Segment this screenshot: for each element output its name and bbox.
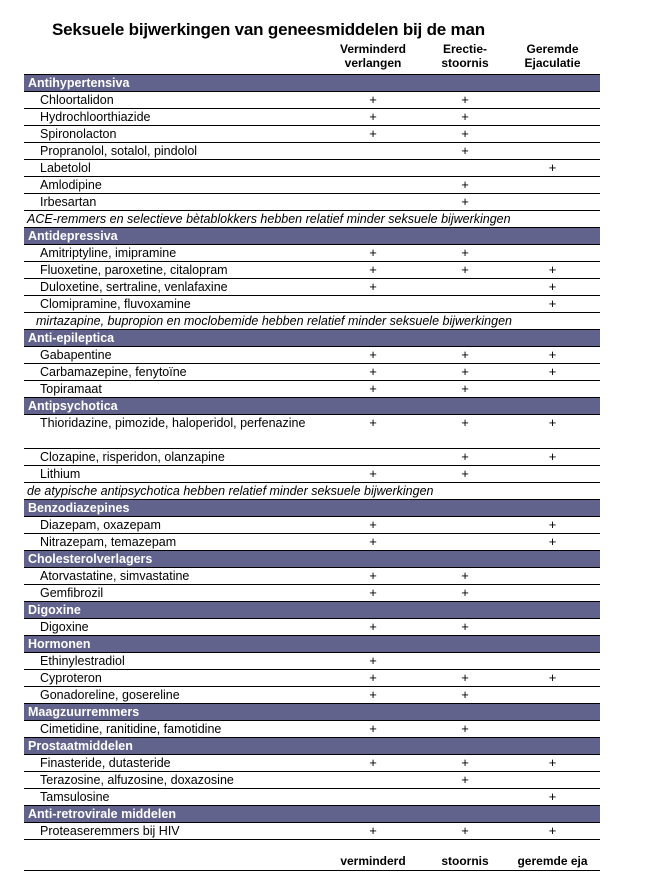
table-row bbox=[24, 245, 600, 262]
table-footer bbox=[24, 852, 600, 871]
section-header bbox=[24, 330, 600, 347]
effect-mark: + bbox=[548, 347, 557, 362]
table-row bbox=[24, 517, 600, 534]
drug-name: Hydrochloorthiazide bbox=[40, 110, 151, 124]
table-row bbox=[24, 687, 600, 704]
footer-label: verminderd bbox=[340, 854, 406, 868]
table-row bbox=[24, 755, 600, 772]
effect-mark: + bbox=[548, 670, 557, 685]
effect-mark: + bbox=[461, 619, 469, 634]
table-row bbox=[24, 347, 600, 364]
effect-mark: + bbox=[369, 364, 377, 379]
effect-mark: + bbox=[461, 194, 469, 209]
drug-name: Nitrazepam, temazepam bbox=[40, 535, 177, 549]
table-row bbox=[24, 194, 600, 211]
table-row bbox=[24, 160, 600, 177]
drug-name: Carbamazepine, fenytoïne bbox=[40, 365, 187, 379]
drug-name: Propranolol, sotalol, pindolol bbox=[40, 144, 198, 158]
effect-mark: + bbox=[461, 466, 469, 481]
effect-mark: + bbox=[461, 109, 469, 124]
drug-name: Cyproteron bbox=[40, 671, 102, 685]
effect-mark: + bbox=[369, 687, 377, 702]
effect-mark: + bbox=[369, 619, 377, 634]
column-header-line: stoornis bbox=[441, 56, 489, 70]
table-row bbox=[24, 619, 600, 636]
table-row bbox=[24, 585, 600, 602]
drug-name: Amlodipine bbox=[40, 178, 102, 192]
drug-name: Irbesartan bbox=[40, 195, 97, 209]
effect-mark: + bbox=[461, 143, 469, 158]
table-row bbox=[24, 449, 600, 466]
section-header bbox=[24, 636, 600, 653]
effect-mark: + bbox=[369, 92, 377, 107]
effect-mark: + bbox=[461, 670, 469, 685]
drug-name: Gonadoreline, gosereline bbox=[40, 688, 180, 702]
effect-mark: + bbox=[461, 381, 469, 396]
drug-name: Thioridazine, pimozide, haloperidol, perfenazine bbox=[40, 416, 306, 430]
note-row bbox=[24, 483, 600, 500]
effect-mark: + bbox=[548, 262, 557, 277]
effect-mark: + bbox=[369, 262, 377, 277]
effect-mark: + bbox=[461, 177, 469, 192]
section-header bbox=[24, 602, 600, 619]
section-title: Digoxine bbox=[28, 603, 81, 617]
table-row bbox=[24, 466, 600, 483]
section-header bbox=[24, 551, 600, 568]
effect-mark: + bbox=[461, 772, 469, 787]
drug-name: Clozapine, risperidon, olanzapine bbox=[40, 450, 225, 464]
table-row bbox=[24, 568, 600, 585]
drug-name: Duloxetine, sertraline, venlafaxine bbox=[40, 280, 228, 294]
drug-name: Fluoxetine, paroxetine, citalopram bbox=[40, 263, 228, 277]
effect-mark: + bbox=[369, 245, 377, 260]
effect-mark: + bbox=[548, 823, 557, 838]
section-title: Anti-retrovirale middelen bbox=[28, 807, 176, 821]
effect-mark: + bbox=[461, 721, 469, 736]
effect-mark: + bbox=[369, 381, 377, 396]
side-effects-table bbox=[24, 74, 600, 840]
table-row bbox=[24, 143, 600, 160]
column-header-verlangen bbox=[321, 42, 425, 70]
effect-mark: + bbox=[369, 568, 377, 583]
section-header bbox=[24, 75, 600, 92]
table-row bbox=[24, 364, 600, 381]
section-header bbox=[24, 704, 600, 721]
section-header bbox=[24, 738, 600, 755]
effect-mark: + bbox=[369, 755, 377, 770]
effect-mark: + bbox=[548, 449, 557, 464]
effect-mark: + bbox=[369, 279, 377, 294]
effect-mark: + bbox=[461, 449, 469, 464]
table-row bbox=[24, 279, 600, 296]
section-title: Anti-epileptica bbox=[28, 331, 115, 345]
effect-mark: + bbox=[369, 466, 377, 481]
table-row bbox=[24, 534, 600, 551]
table-row bbox=[24, 415, 600, 449]
table-row bbox=[24, 262, 600, 279]
table-row bbox=[24, 177, 600, 194]
effect-mark: + bbox=[548, 279, 557, 294]
effect-mark: + bbox=[548, 517, 557, 532]
effect-mark: + bbox=[369, 415, 377, 430]
effect-mark: + bbox=[461, 126, 469, 141]
drug-name: Lithium bbox=[40, 467, 81, 481]
effect-mark: + bbox=[369, 347, 377, 362]
effect-mark: + bbox=[548, 789, 557, 804]
drug-name: Proteaseremmers bij HIV bbox=[40, 824, 180, 838]
section-header bbox=[24, 228, 600, 245]
effect-mark: + bbox=[461, 262, 469, 277]
effect-mark: + bbox=[548, 364, 557, 379]
note-text: mirtazapine, bupropion en moclobemide hebben relatief minder seksuele bijwerkingen bbox=[36, 314, 512, 328]
table-row bbox=[24, 772, 600, 789]
column-header-line: Ejaculatie bbox=[524, 56, 581, 70]
drug-name: Clomipramine, fluvoxamine bbox=[40, 297, 191, 311]
note-text: de atypische antipsychotica hebben relatief minder seksuele bijwerkingen bbox=[27, 484, 434, 498]
effect-mark: + bbox=[461, 92, 469, 107]
drug-name: Finasteride, dutasteride bbox=[40, 756, 171, 770]
effect-mark: + bbox=[369, 670, 377, 685]
drug-name: Atorvastatine, simvastatine bbox=[40, 569, 190, 583]
table-row bbox=[24, 92, 600, 109]
table-row bbox=[24, 296, 600, 313]
effect-mark: + bbox=[548, 534, 557, 549]
table-row bbox=[24, 381, 600, 398]
drug-name: Ethinylestradiol bbox=[40, 654, 125, 668]
drug-name: Cimetidine, ranitidine, famotidine bbox=[40, 722, 222, 736]
table-row bbox=[24, 109, 600, 126]
column-headers bbox=[24, 42, 600, 74]
table-row bbox=[24, 789, 600, 806]
effect-mark: + bbox=[461, 347, 469, 362]
drug-name: Tamsulosine bbox=[40, 790, 110, 804]
effect-mark: + bbox=[548, 755, 557, 770]
effect-mark: + bbox=[369, 109, 377, 124]
effect-mark: + bbox=[548, 415, 557, 430]
effect-mark: + bbox=[461, 687, 469, 702]
note-row bbox=[24, 313, 600, 330]
section-title: Prostaatmiddelen bbox=[28, 739, 133, 753]
table-row bbox=[24, 670, 600, 687]
section-title: Antihypertensiva bbox=[28, 76, 130, 90]
drug-name: Labetolol bbox=[40, 161, 91, 175]
effect-mark: + bbox=[548, 160, 557, 175]
column-header-line: Geremde bbox=[526, 42, 579, 56]
drug-name: Gabapentine bbox=[40, 348, 112, 362]
column-header-line: verlangen bbox=[344, 56, 402, 70]
footer-label: stoornis bbox=[441, 854, 489, 868]
section-title: Cholesterolverlagers bbox=[28, 552, 153, 566]
table-row bbox=[24, 653, 600, 670]
section-header bbox=[24, 398, 600, 415]
section-header bbox=[24, 500, 600, 517]
effect-mark: + bbox=[461, 823, 469, 838]
footer-label: geremde eja bbox=[517, 854, 588, 868]
drug-name: Terazosine, alfuzosine, doxazosine bbox=[40, 773, 234, 787]
page-title: Seksuele bijwerkingen van geneesmiddelen bij de man bbox=[52, 20, 485, 39]
column-header-ejaculatie bbox=[505, 42, 600, 70]
table-row bbox=[24, 823, 600, 840]
effect-mark: + bbox=[369, 126, 377, 141]
drug-name: Amitriptyline, imipramine bbox=[40, 246, 177, 260]
effect-mark: + bbox=[548, 296, 557, 311]
column-header-line: Erectie- bbox=[442, 42, 488, 56]
effect-mark: + bbox=[461, 364, 469, 379]
table-row bbox=[24, 721, 600, 738]
column-header-line: Verminderd bbox=[339, 42, 407, 56]
effect-mark: + bbox=[461, 585, 469, 600]
note-text: ACE-remmers en selectieve bètablokkers hebben relatief minder seksuele bijwerkingen bbox=[27, 212, 511, 226]
section-title: Maagzuurremmers bbox=[28, 705, 140, 719]
effect-mark: + bbox=[369, 585, 377, 600]
section-title: Benzodiazepines bbox=[28, 501, 130, 515]
section-header bbox=[24, 806, 600, 823]
table-row bbox=[24, 126, 600, 143]
effect-mark: + bbox=[369, 721, 377, 736]
effect-mark: + bbox=[461, 755, 469, 770]
section-title: Hormonen bbox=[28, 637, 91, 651]
effect-mark: + bbox=[369, 517, 377, 532]
section-title: Antipsychotica bbox=[28, 399, 118, 413]
column-header-erectiestoornis bbox=[425, 42, 505, 70]
drug-name: Digoxine bbox=[40, 620, 89, 634]
note-row bbox=[24, 211, 600, 228]
drug-name: Chloortalidon bbox=[40, 93, 114, 107]
drug-name: Diazepam, oxazepam bbox=[40, 518, 161, 532]
effect-mark: + bbox=[369, 534, 377, 549]
drug-name: Gemfibrozil bbox=[40, 586, 104, 600]
effect-mark: + bbox=[369, 823, 377, 838]
drug-name: Topiramaat bbox=[40, 382, 102, 396]
effect-mark: + bbox=[461, 568, 469, 583]
drug-name: Spironolacton bbox=[40, 127, 117, 141]
section-title: Antidepressiva bbox=[28, 229, 118, 243]
effect-mark: + bbox=[461, 245, 469, 260]
effect-mark: + bbox=[369, 653, 377, 668]
effect-mark: + bbox=[461, 415, 469, 430]
